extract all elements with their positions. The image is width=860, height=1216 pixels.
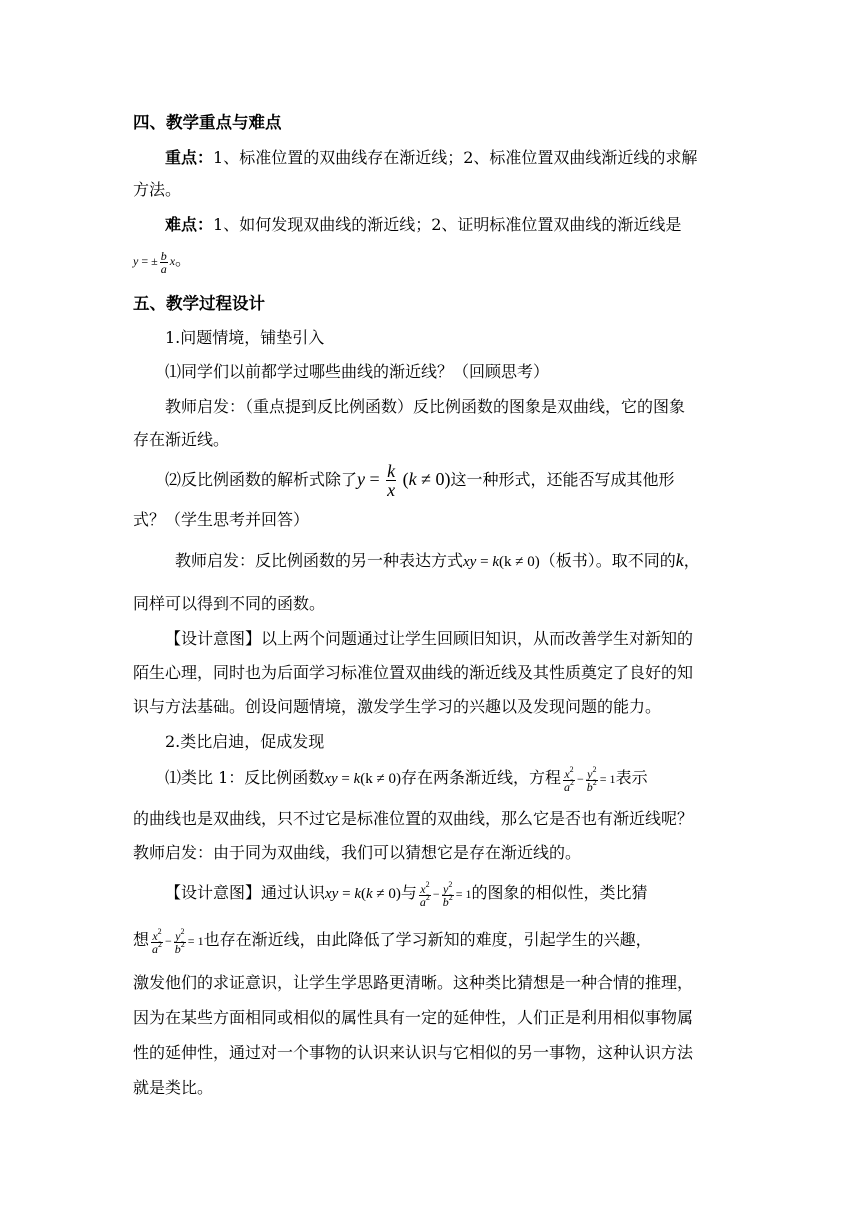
asymptote-formula-end: 。 [175, 250, 192, 269]
intent-inverse-formula: xy = k(k ≠ 0) [325, 886, 401, 902]
design-intent-2-line-5: 性的延伸性，通过对一个事物的认识来认识与它相似的另一事物，这种认识方法 [133, 1043, 694, 1062]
section-5-heading: 五、教学过程设计 [133, 294, 265, 313]
key-points-line [165, 148, 697, 168]
intent-hyperbola-equation-1: $\frac{x^2}{a^2}$ − $\frac{y^2}{b^2}$ = 1 [419, 879, 472, 909]
design-intent-2-suffix: 的图象的相似性，类比猜 [471, 883, 648, 902]
analogy-1-line-3: 教师启发：由于同为双曲线，我们可以猜想它是存在渐近线的。 [133, 843, 582, 862]
question-2-prefix: ⑵反比例函数的解析式除了 [165, 470, 358, 489]
step-2-title: 2.类比启迪，促成发现 [165, 732, 325, 751]
difficulty-text: 1、如何发现双曲线的渐近线；2、证明标准位置双曲线的渐近线是 [213, 215, 682, 234]
question-2-line [165, 459, 675, 500]
intent-hyperbola-equation-2: $\frac{x^2}{a^2}$ − $\frac{y^2}{b^2}$ = 1 [152, 926, 204, 956]
asymptote-formula-line [133, 243, 191, 278]
section-4-heading: 四、教学重点与难点 [133, 113, 282, 132]
teacher-hint-2-end: ， [683, 551, 700, 570]
teacher-hint-2-prefix: 教师启发：反比例函数的另一种表达方式 [175, 551, 464, 570]
hyperbola-equation: $\frac{x^2}{a^2}$ − $\frac{y^2}{b^2}$ = 1 [564, 764, 616, 794]
analogy-1-suffix: 表示 [615, 768, 648, 787]
analogy-inverse-formula: xy = k(k ≠ 0) [324, 771, 401, 787]
design-intent-2-line-1 [165, 873, 647, 914]
analogy-1-mid: 存在两条渐近线，方程 [400, 768, 561, 787]
design-intent-2-and: 与 [400, 883, 417, 902]
analogy-1-prefix: ⑴类比 1：反比例函数 [165, 768, 325, 787]
design-intent-2-line-2 [133, 920, 652, 961]
analogy-1-line [165, 758, 648, 799]
alt-form-formula: xy = k(k ≠ 0) [463, 554, 540, 570]
key-points-line-2: 方法。 [133, 180, 182, 199]
teacher-hint-1-line-2: 存在渐近线。 [133, 430, 230, 449]
design-intent-1-line-1: 【设计意图】以上两个问题通过让学生回顾旧知识，从而改善学生对新知的 [165, 629, 694, 648]
design-intent-2-prefix: 【设计意图】通过认识 [165, 883, 326, 902]
design-intent-1-line-2: 陌生心理，同时也为后面学习标准位置双曲线的渐近线及其性质奠定了良好的知 [133, 663, 694, 682]
key-points-text: 1、标准位置的双曲线存在渐近线；2、标准位置双曲线渐近线的求解 [213, 148, 698, 167]
design-intent-2-line-2-prefix: 想 [133, 930, 150, 949]
k-variable: k [675, 550, 684, 570]
asymptote-formula: y = ± $\frac{b}{a}$ x [133, 248, 176, 276]
teacher-hint-2-line [175, 550, 700, 572]
teacher-hint-1-line-1: 教师启发：（重点提到反比例函数）反比例函数的图象是双曲线，它的图象 [165, 397, 686, 416]
design-intent-2-line-6: 就是类比。 [133, 1078, 214, 1097]
design-intent-2-line-2-suffix: 也存在渐近线，由此降低了学习新知的难度，引起学生的兴趣， [203, 930, 652, 949]
teacher-hint-2-mid: （板书）。取不同的 [539, 551, 676, 570]
design-intent-2-line-3: 激发他们的求证意识，让学生学思路更清晰。这种类比猜想是一种合情的推理， [133, 973, 694, 992]
difficulty-label: 难点： [165, 215, 214, 234]
question-2-suffix: 这一种形式，还能否写成其他形 [450, 470, 675, 489]
difficulty-line [165, 215, 681, 235]
design-intent-1-line-3: 识与方法基础。创设问题情境，激发学生学习的兴趣以及发现问题的能力。 [133, 697, 662, 716]
key-points-label: 重点： [165, 148, 214, 167]
step-1-title: 1.问题情境，铺垫引入 [165, 328, 325, 347]
analogy-1-line-2: 的曲线也是双曲线，只不过它是标准位置的双曲线，那么它是否也有渐近线呢？ [133, 809, 694, 828]
question-1: ⑴同学们以前都学过哪些曲线的渐近线？（回顾思考） [165, 362, 550, 381]
question-2-line-2: 式？（学生思考并回答） [133, 510, 310, 529]
design-intent-2-line-4: 因为在某些方面相同或相似的属性具有一定的延伸性，人们正是利用相似事物属 [133, 1008, 694, 1027]
inverse-function-formula: y = $\frac{k}{x}$ (k ≠ 0) [357, 461, 451, 501]
teacher-hint-2-line-2: 同样可以得到不同的函数。 [133, 594, 326, 613]
